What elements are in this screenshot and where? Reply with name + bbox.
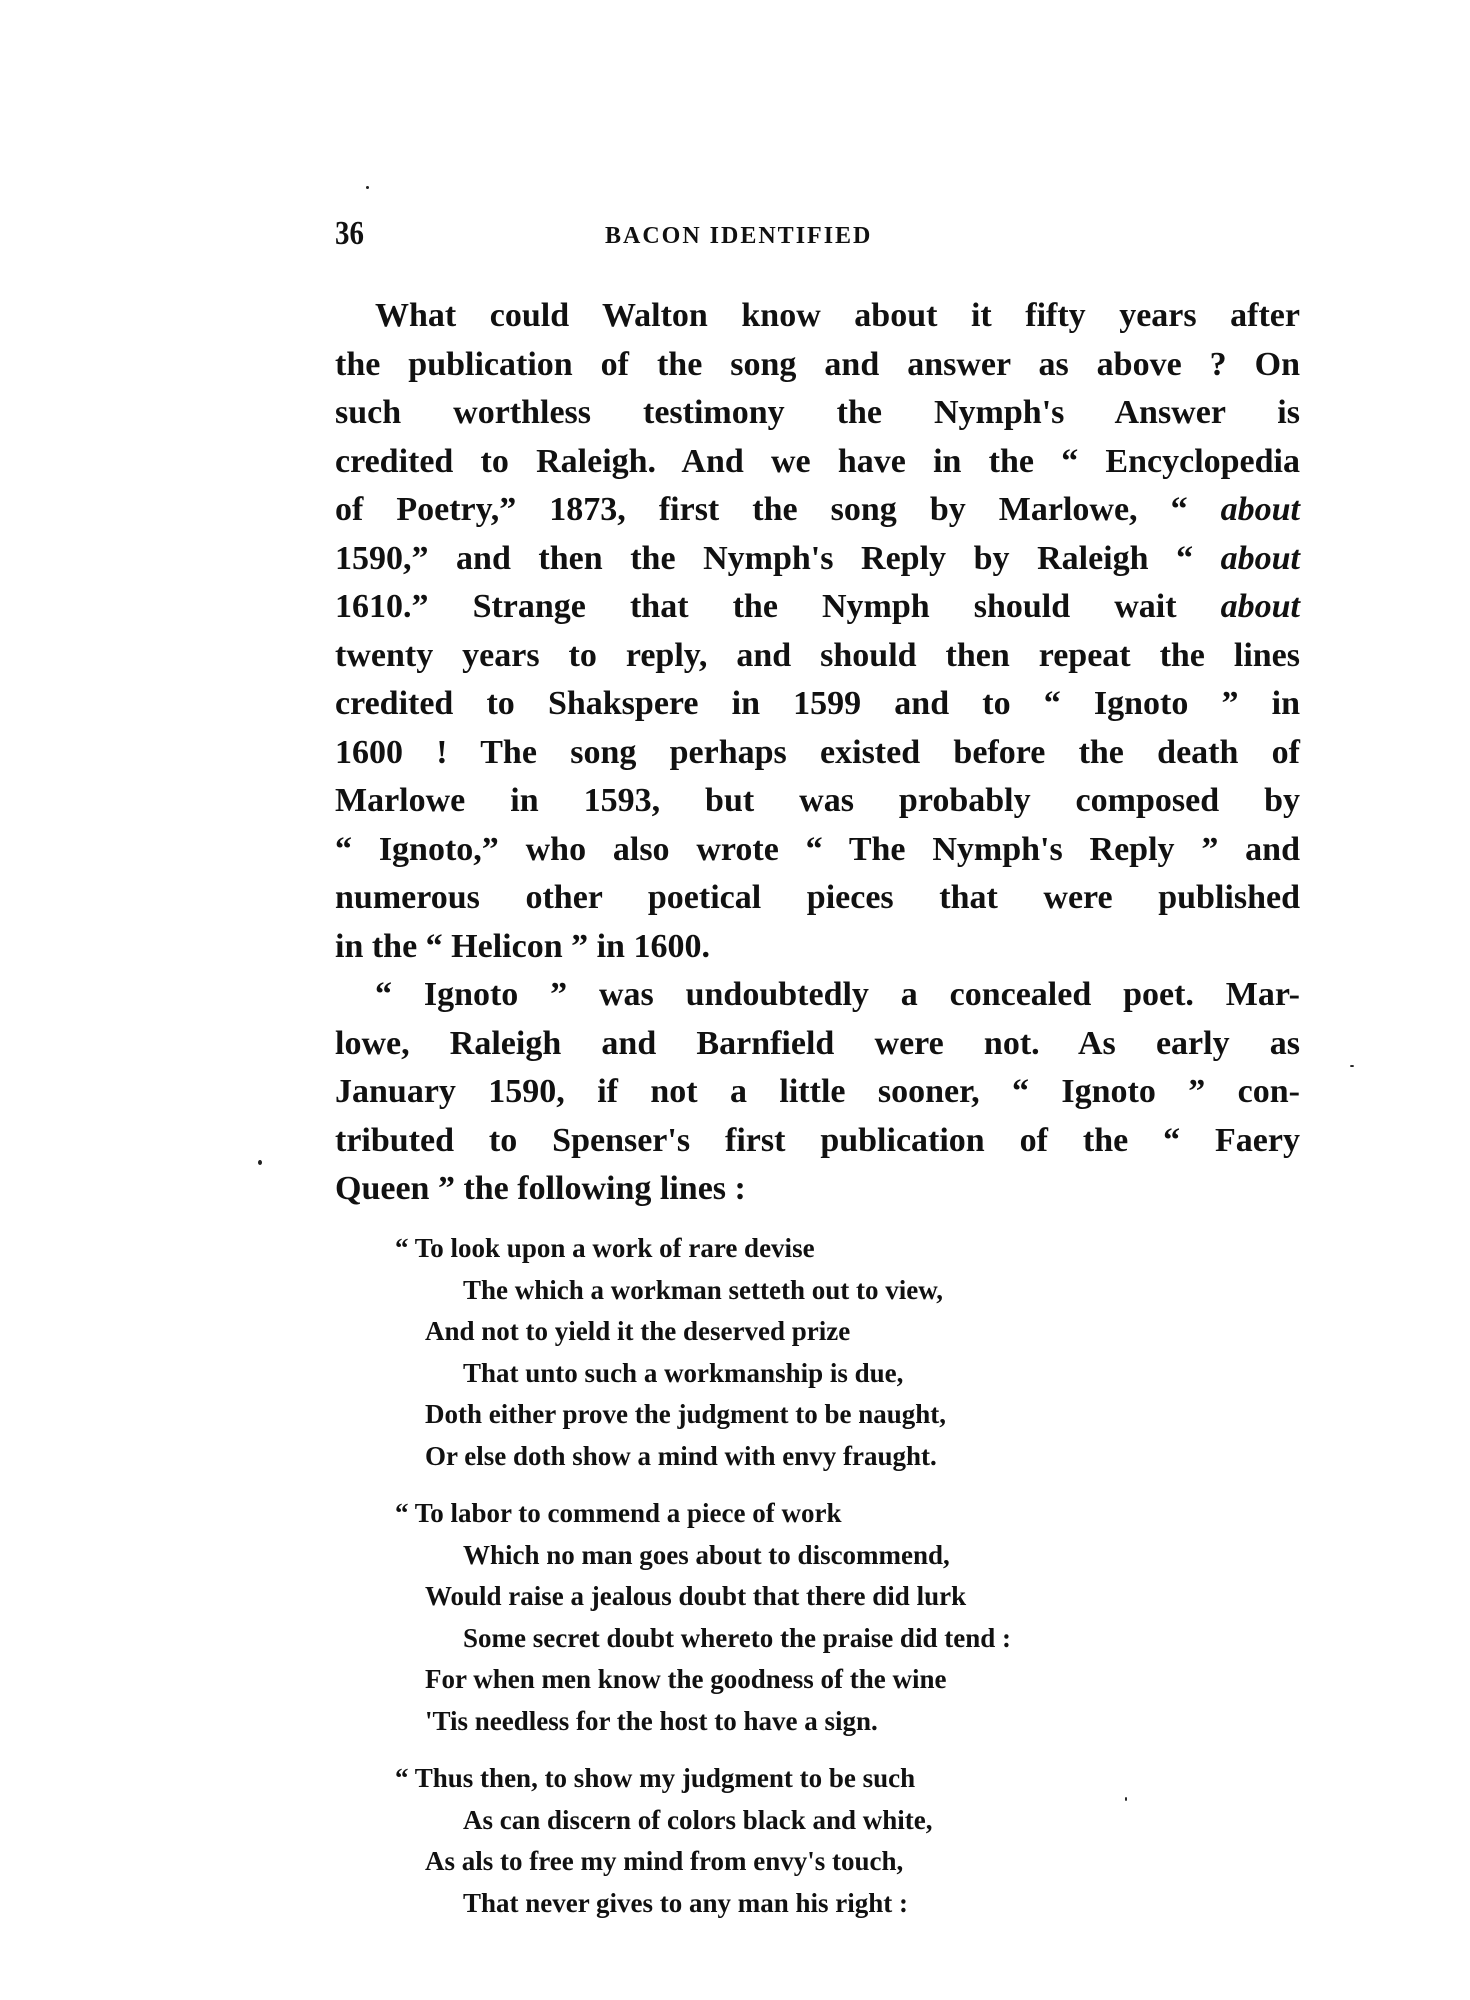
verse-stanza-3: [395, 1758, 1295, 1924]
prose-line: credited to Shakspere in 1599 and to “ Ignoto ” in: [335, 685, 1300, 722]
prose-line: in the “ Helicon ” in 1600.: [335, 927, 710, 965]
verse-line: 'Tis needless for the host to have a sign.: [425, 1705, 878, 1736]
prose-line: January 1590, if not a little sooner, “ Ignoto ” con-: [335, 1073, 1300, 1110]
verse-line: That unto such a workmanship is due,: [463, 1357, 904, 1388]
prose-line: [335, 535, 1300, 584]
italic-about: about: [1220, 491, 1300, 528]
page-number: 36: [335, 215, 364, 252]
verse-line: As can discern of colors black and white,: [463, 1804, 933, 1835]
scan-speck: [1125, 1797, 1127, 1801]
prose-line-text: 1610.” Strange that the Nymph should wait: [335, 588, 1221, 625]
prose-line: tributed to Spenser's first publication of the “ Faery: [335, 1121, 1300, 1159]
italic-about: about: [1220, 588, 1300, 625]
prose-line: [335, 583, 1300, 632]
prose-body: [335, 292, 1300, 1214]
italic-about: about: [1220, 539, 1300, 577]
scan-speck: [366, 186, 369, 189]
verse-line: For when men know the goodness of the wine: [425, 1664, 947, 1694]
prose-line: What could Walton know about it fifty years after: [375, 297, 1300, 334]
scan-speck: [1350, 1065, 1354, 1067]
verse-line: The which a workman setteth out to view,: [463, 1274, 943, 1305]
prose-line: twenty years to reply, and should then repeat the lines: [335, 636, 1300, 674]
verse-stanza-2: [395, 1493, 1295, 1742]
verse-line: Or else doth show a mind with envy fraught.: [425, 1440, 937, 1471]
verse-line: Doth either prove the judgment to be naught,: [425, 1399, 947, 1429]
prose-line: “ Ignoto,” who also wrote “ The Nymph's Reply ” and: [335, 830, 1300, 868]
verse-line: Some secret doubt whereto the praise did tend :: [463, 1622, 1011, 1653]
prose-line-text: of Poetry,” 1873, first the song by Marlowe, “: [335, 491, 1221, 528]
prose-line: numerous other poetical pieces that were published: [335, 879, 1300, 916]
verse-line: As als to free my mind from envy's touch,: [425, 1846, 904, 1876]
verse-stanza-1: [395, 1228, 1295, 1477]
prose-line: such worthless testimony the Nymph's Answer is: [335, 394, 1300, 431]
verse-line: That never gives to any man his right :: [463, 1887, 909, 1918]
prose-line-text: 1590,” and then the Nymph's Reply by Raleigh “: [335, 539, 1221, 577]
verse-line: “ Thus then, to show my judgment to be such: [395, 1763, 916, 1793]
prose-line: lowe, Raleigh and Barnfield were not. As early as: [335, 1024, 1300, 1062]
scan-speck: [258, 1160, 262, 1165]
page-header: [335, 215, 1305, 255]
prose-line: the publication of the song and answer as above ? On: [335, 345, 1300, 383]
verse-line: “ To labor to commend a piece of work: [395, 1498, 842, 1528]
prose-line: [335, 486, 1300, 535]
running-title: BACON IDENTIFIED: [605, 223, 873, 249]
verse-line: And not to yield it the deserved prize: [425, 1316, 851, 1346]
prose-line: Queen ” the following lines :: [335, 1170, 746, 1207]
prose-line: “ Ignoto ” was undoubtedly a concealed poet. Mar-: [375, 976, 1300, 1013]
prose-line: credited to Raleigh. And we have in the “ Encyclopedia: [335, 442, 1300, 480]
verse-line: Which no man goes about to discommend,: [463, 1539, 950, 1570]
verse-line: “ To look upon a work of rare devise: [395, 1233, 815, 1263]
verse-line: Would raise a jealous doubt that there did lurk: [425, 1581, 967, 1611]
prose-line: Marlowe in 1593, but was probably composed by: [335, 782, 1300, 819]
prose-line: 1600 ! The song perhaps existed before the death of: [335, 733, 1300, 771]
